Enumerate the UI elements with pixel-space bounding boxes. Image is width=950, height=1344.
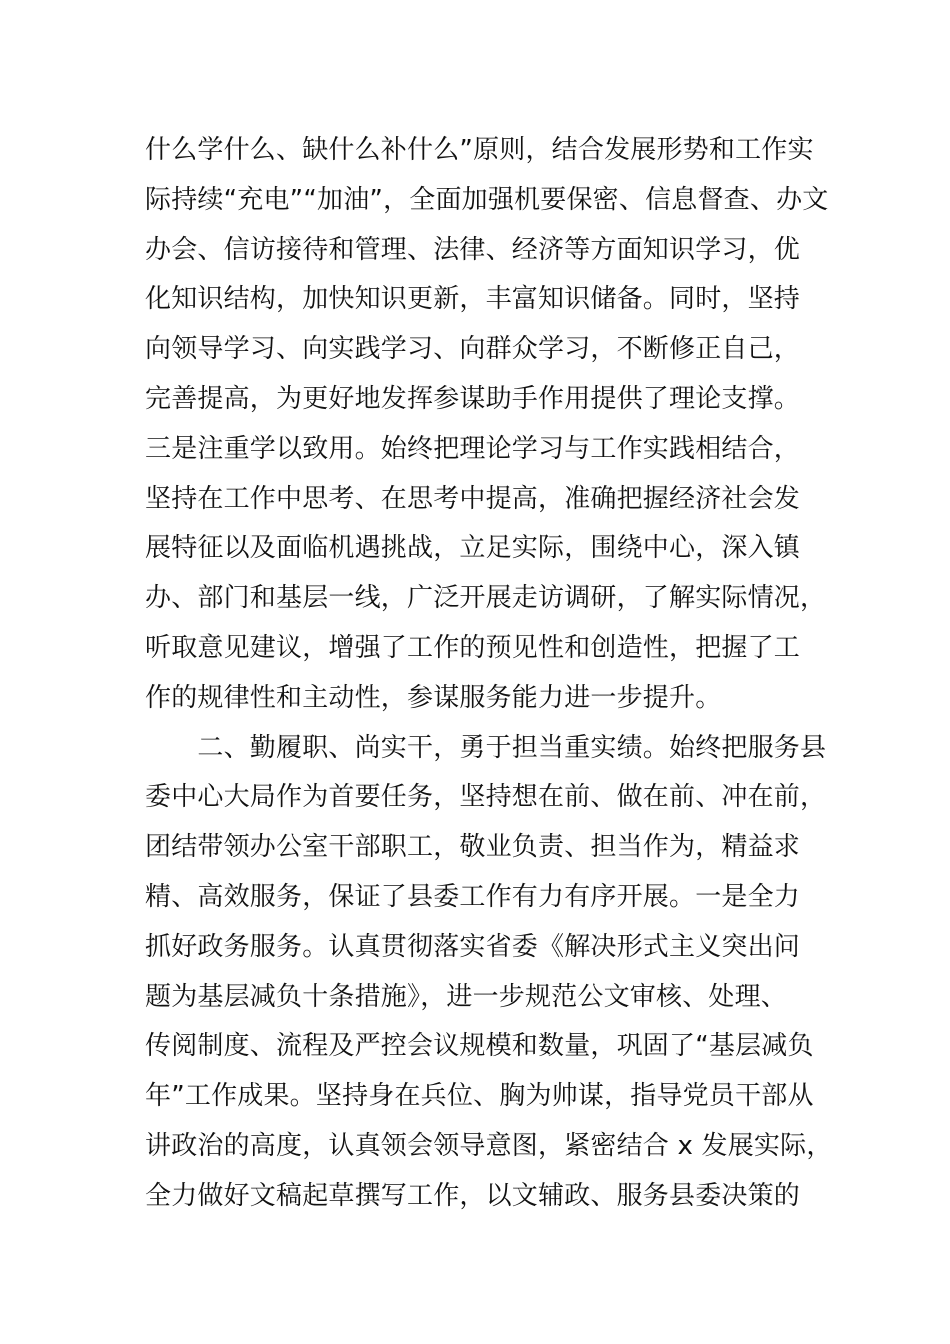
text-line: 办会、信访接待和管理、法律、经济等方面知识学习，优 <box>145 234 801 265</box>
text-line: 展特征以及面临机遇挑战，立足实际，围绕中心，深入镇 <box>145 533 801 564</box>
text-line: 团结带领办公室干部职工，敬业负责、担当作为，精益求 <box>145 832 801 863</box>
text-line: 委中心大局作为首要任务，坚持想在前、做在前、冲在前， <box>145 782 827 813</box>
text-line: 年”工作成果。坚持身在兵位、胸为帅谋，指导党员干部从 <box>145 1081 814 1112</box>
text-line: 作的规律性和主动性，参谋服务能力进一步提升。 <box>145 682 722 713</box>
text-line: 全力做好文稿起草撰写工作，以文辅政、服务县委决策的 <box>145 1180 801 1211</box>
text-line: 际持续“充电”“加油”，全面加强机要保密、信息督查、办文 <box>145 184 829 215</box>
text-line: 讲政治的高度，认真领会领导意图，紧密结合 x 发展实际， <box>145 1130 833 1161</box>
text-line: 办、部门和基层一线，广泛开展走访调研，了解实际情况， <box>145 583 827 614</box>
text-line: 三是注重学以致用。始终把理论学习与工作实践相结合， <box>145 433 801 464</box>
text-line: 化知识结构，加快知识更新，丰富知识储备。同时，坚持 <box>145 284 801 315</box>
text-line: 向领导学习、向实践学习、向群众学习，不断修正自己， <box>145 334 801 365</box>
text-line: 题为基层减负十条措施》，进一步规范公文审核、处理、 <box>145 981 788 1012</box>
text-line: 什么学什么、缺什么补什么”原则，结合发展形势和工作实 <box>145 135 814 165</box>
text-line: 抓好政务服务。认真贯彻落实省委《解决形式主义突出问 <box>145 931 801 962</box>
text-line: 完善提高，为更好地发挥参谋助手作用提供了理论支撑。 <box>145 383 801 414</box>
text-line: 传阅制度、流程及严控会议规模和数量，巩固了“基层减负 <box>145 1031 814 1062</box>
text-line: 听取意见建议，增强了工作的预见性和创造性，把握了工 <box>145 632 801 663</box>
document-body <box>145 126 833 1222</box>
text-line: 坚持在工作中思考、在思考中提高，准确把握经济社会发 <box>145 483 801 514</box>
text-line: 精、高效服务，保证了县委工作有力有序开展。一是全力 <box>145 881 801 912</box>
text-line: 二、勤履职、尚实干，勇于担当重实绩。始终把服务县 <box>145 732 827 763</box>
